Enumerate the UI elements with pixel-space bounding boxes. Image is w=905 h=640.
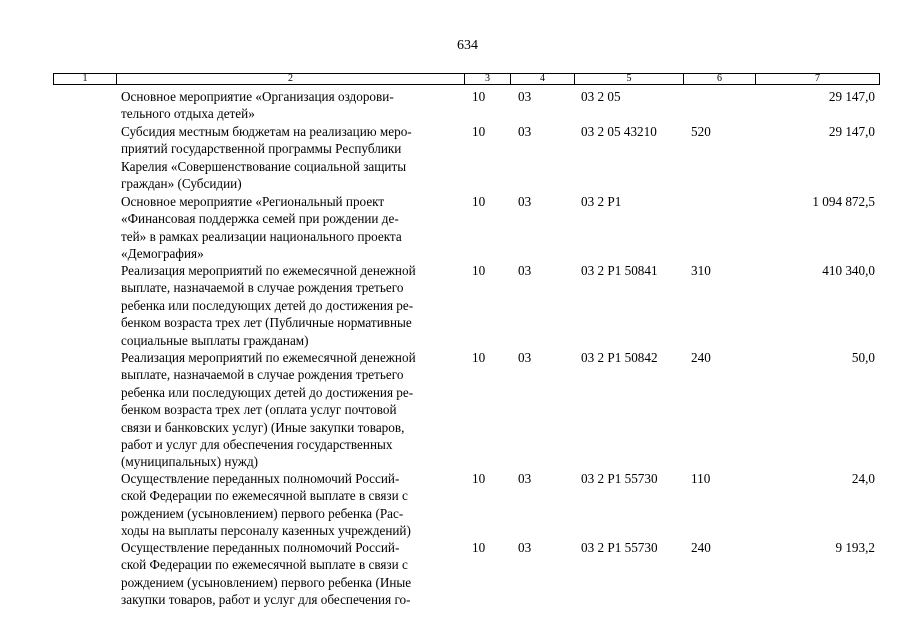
row-name: Осуществление переданных полномочий Россий- ской Федерации по ежемесячной выплате в связи с рождением (усыновлением) первого ребенка (Иные закупки товаров, работ и услуг для обеспечения го- [121,540,412,608]
row-section: 10 [472,350,486,365]
row-subsection: 03 [518,350,532,365]
row-section: 10 [472,540,486,555]
row-subsection: 03 [518,194,532,209]
row-amount: 1 094 872,5 [812,194,875,209]
row-target-code: 03 2 P1 55730 [581,471,658,486]
row-amount: 50,0 [851,350,875,365]
row-section: 10 [472,471,486,486]
table-row [0,470,905,539]
row-expense-type: 240 [691,350,711,365]
header-col-5: 5 [575,74,684,84]
row-expense-type: 110 [691,471,711,486]
row-subsection: 03 [518,263,532,278]
row-target-code: 03 2 P1 50841 [581,263,658,278]
row-amount: 29 147,0 [828,124,875,139]
row-expense-type: 520 [691,124,711,139]
row-target-code: 03 2 05 [581,89,621,104]
row-target-code: 03 2 P1 [581,194,622,209]
table-body [0,88,905,609]
row-name: Основное мероприятие «Организация оздорови- тельного отдыха детей» [121,89,394,122]
row-name: Реализация мероприятий по ежемесячной денежной выплате, назначаемой в случае рождения третьего ребенка или последующих детей до достижения ре- бенком возраста трех лет (оплата услуг почтовой связи и банковских услуг) (Иные закупки товаров, работ и услуг для обеспечения государственных (муниципальных) нужд) [121,350,416,470]
row-subsection: 03 [518,124,532,139]
row-name: Субсидия местным бюджетам на реализацию меро- приятий государственной программы Республики Карелия «Совершенствование социальной защиты граждан» (Субсидии) [121,124,412,192]
row-target-code: 03 2 05 43210 [581,124,657,139]
row-section: 10 [472,89,486,104]
row-name: Основное мероприятие «Региональный проект «Финансовая поддержка семей при рождении де- тей» в рамках реализации национального проекта «Демография» [121,194,402,262]
row-amount: 24,0 [851,471,875,486]
row-target-code: 03 2 P1 55730 [581,540,658,555]
table-row [0,349,905,470]
page-number: 634 [457,38,478,53]
row-expense-type: 240 [691,540,711,555]
table-row [0,262,905,349]
row-expense-type: 310 [691,263,711,278]
header-col-6: 6 [684,74,756,84]
header-col-3: 3 [465,74,511,84]
table-row [0,123,905,193]
row-subsection: 03 [518,471,532,486]
row-section: 10 [472,124,486,139]
header-col-4: 4 [511,74,575,84]
row-subsection: 03 [518,540,532,555]
table-row [0,539,905,609]
row-name: Реализация мероприятий по ежемесячной денежной выплате, назначаемой в случае рождения третьего ребенка или последующих детей до достижения ре- бенком возраста трех лет (Публичные нормативные социальные выплаты гражданам) [121,263,416,348]
row-section: 10 [472,194,486,209]
header-col-2: 2 [117,74,465,84]
row-section: 10 [472,263,486,278]
table-row [0,193,905,262]
header-col-7: 7 [815,73,820,84]
row-subsection: 03 [518,89,532,104]
header-col-1: 1 [54,74,117,84]
row-amount: 9 193,2 [835,540,875,555]
row-target-code: 03 2 P1 50842 [581,350,658,365]
row-amount: 410 340,0 [822,263,875,278]
table-row [0,88,905,123]
table-header [53,73,880,85]
row-amount: 29 147,0 [828,89,875,104]
row-name: Осуществление переданных полномочий Россий- ской Федерации по ежемесячной выплате в связи с рождением (усыновлением) первого ребенка (Рас- ходы на выплаты персоналу казенных учреждений) [121,471,411,539]
